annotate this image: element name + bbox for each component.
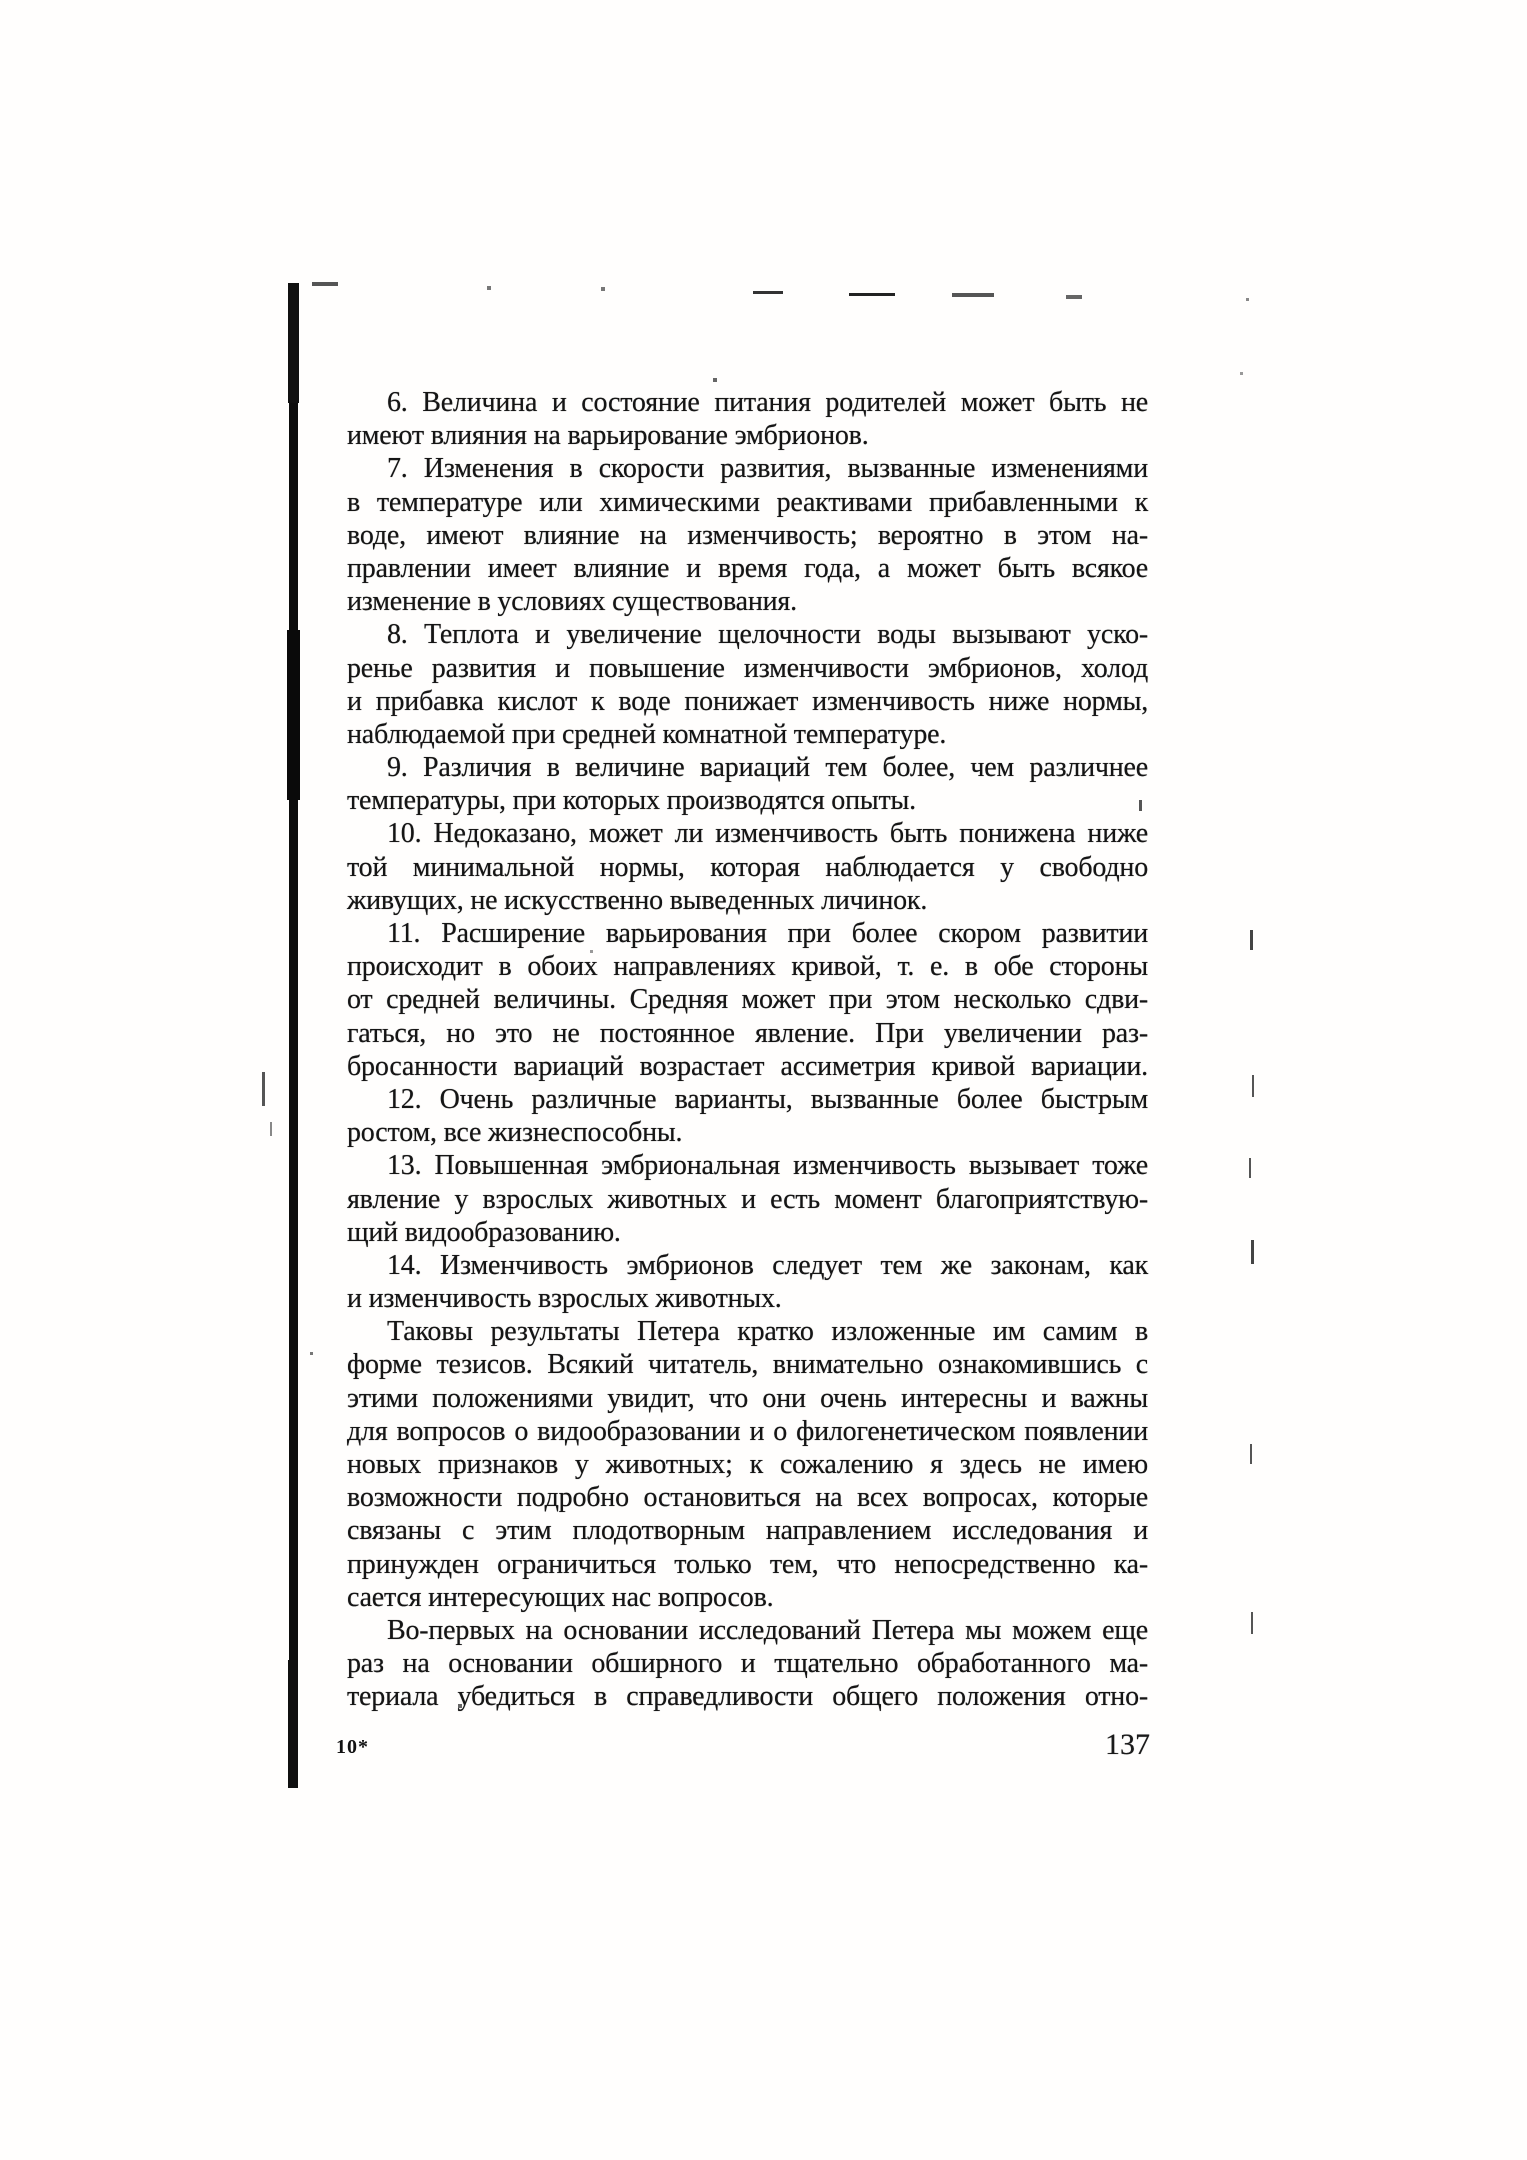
signature-mark: 10* [336,1736,369,1758]
text-line: 9. Различия в величине вариаций тем более, чем различнее [387,752,1148,784]
page-number: 137 [1105,1728,1150,1761]
scan-ink-mark [270,1122,272,1136]
text-line: и прибавка кислот к воде понижает изменчивость ниже нормы, [347,685,1148,717]
text-line: имеют влияния на варьирование эмбрионов. [347,420,869,452]
text-line: принужден ограничиться только тем, что непосредственно ка- [347,1548,1148,1580]
text-line: 11. Расширение варьирования при более скором развитии [387,918,1148,949]
text-line: щий видообразованию. [347,1216,621,1248]
text-line: 10. Недоказано, может ли изменчивость быть понижена ниже [387,818,1148,850]
text-line: Во-первых на основании исследований Петера мы можем еще [387,1614,1148,1646]
text-line: той минимальной нормы, которая наблюдается у свободно [347,851,1148,883]
body-text-block [347,386,1148,1714]
text-line: изменение в условиях существования. [347,586,797,618]
text-line: ростом, все жизнеспособны. [347,1117,683,1149]
spine-ink-line [288,1660,298,1788]
text-line: воде, имеют влияние на изменчивость; вероятно в этом на- [347,519,1148,551]
text-line: гаться, но это не постоянное явление. При увеличении раз- [347,1017,1148,1049]
scan-ink-mark [262,1072,265,1106]
text-line: живущих, не искусственно выведенных личинок. [347,884,928,916]
text-line: явление у взрослых животных и есть момент благоприятствую- [347,1183,1148,1215]
scan-ink-mark [487,286,491,290]
text-line: 14. Изменчивость эмбрионов следует тем же законам, как [387,1249,1148,1281]
spine-ink-line [288,283,299,403]
scan-ink-mark [312,282,338,286]
scan-ink-mark [849,293,895,296]
text-line: 12. Очень различные варианты, вызванные более быстрым [387,1083,1148,1115]
scan-ink-mark [1250,1444,1252,1464]
scan-ink-mark [1251,1612,1253,1634]
spine-ink-line [289,283,298,1788]
text-line: бросанности вариаций возрастает ассиметрия кривой вариации. [347,1050,1148,1082]
scan-ink-mark [1246,298,1249,301]
text-line: происходит в обоих направлениях кривой, т. е. в обе стороны [347,951,1148,983]
scan-ink-mark [952,293,994,297]
text-line: в температуре или химическими реактивами прибавленными к [347,486,1148,518]
text-line: и изменчивость взрослых животных. [347,1283,782,1315]
scan-ink-mark [1251,1240,1254,1264]
text-line: правлении имеет влияние и время года, а может быть всякое [347,552,1148,584]
text-line: от средней величины. Средняя может при этом несколько сдви- [347,984,1148,1016]
text-line: сается интересующих нас вопросов. [347,1581,774,1613]
text-line: форме тезисов. Всякий читатель, внимательно ознакомившись с [347,1349,1148,1381]
scan-ink-mark [1249,1158,1251,1178]
text-line: ренье развития и повышение изменчивости эмбрионов, холод [347,652,1148,684]
scan-ink-mark [310,1352,313,1355]
text-line: наблюдаемой при средней комнатной температуре. [347,718,947,750]
text-line: возможности подробно остановиться на всех вопросах, которые [347,1482,1148,1514]
text-line: температуры, при которых производятся опыты. [347,785,916,817]
scan-ink-mark [1240,372,1243,375]
text-line: раз на основании обширного и тщательно обработанного ма- [347,1648,1148,1680]
text-line: новых признаков у животных; к сожалению я здесь не имею [347,1449,1148,1480]
text-line: связаны с этим плодотворным направлением исследования и [347,1515,1148,1547]
text-line: Таковы результаты Петера кратко изложенные им самим в [387,1316,1148,1348]
scan-ink-mark [1252,1075,1254,1097]
text-line: 7. Изменения в скорости развития, вызванные изменениями [387,453,1148,485]
scan-ink-mark [753,291,783,294]
spine-ink-line [287,630,300,800]
text-line: этими положениями увидит, что они очень интересны и важны [347,1382,1148,1414]
scan-ink-mark [1066,295,1082,299]
scan-ink-mark [601,287,605,291]
text-line: 8. Теплота и увеличение щелочности воды вызывают уско- [387,619,1148,651]
scan-ink-mark [1250,930,1253,950]
scan-ink-mark [713,378,717,382]
text-line: для вопросов о видообразовании и о филогенетическом появлении [347,1415,1148,1447]
text-line: териала убедиться в справедливости общего положения отно- [347,1681,1148,1713]
text-line: 6. Величина и состояние питания родителей может быть не [387,387,1148,418]
text-line: 13. Повышенная эмбриональная изменчивость вызывает тоже [387,1150,1148,1182]
